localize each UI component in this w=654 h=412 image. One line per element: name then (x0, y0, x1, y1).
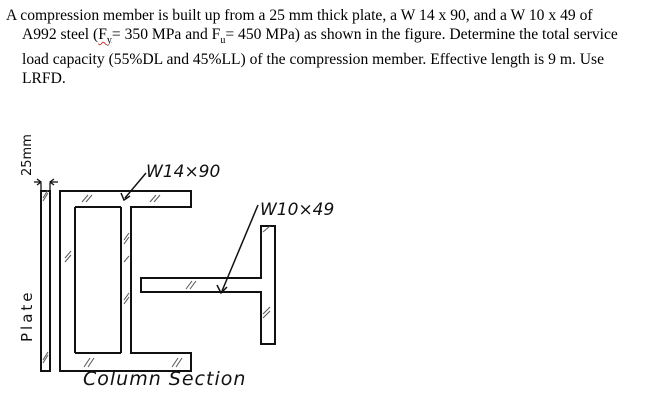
label-w14x90: W14×90 (146, 162, 221, 182)
plate-section (41, 190, 50, 371)
line2-part-a: A992 steel ( (22, 26, 99, 43)
fu-subscript: u (220, 35, 226, 47)
problem-line-1: A compression member is built up from a 25 mm thick plate, a W 14 x 90, and a W 10 x 49 of (6, 7, 593, 24)
label-plate: Plate (18, 289, 36, 342)
line2-part-b: = 350 MPa and F (111, 26, 221, 43)
w14x90-section (60, 191, 191, 371)
w10x49-section (141, 226, 275, 344)
label-w10x49: W10×49 (260, 200, 335, 220)
problem-line-3: load capacity (55%DL and 45%LL) of the compression member. Effective length is 9 m. Use (22, 51, 604, 69)
fy-letter: F (98, 26, 107, 43)
problem-line-4: LRFD. (22, 70, 66, 88)
label-thickness: 25mm (20, 134, 35, 176)
thickness-dimension (34, 179, 58, 191)
figure-caption: Column Section (83, 368, 247, 390)
fy-subscript: y (106, 35, 112, 47)
line2-part-c: = 450 MPa) as shown in the figure. Determine the total service (225, 26, 618, 43)
